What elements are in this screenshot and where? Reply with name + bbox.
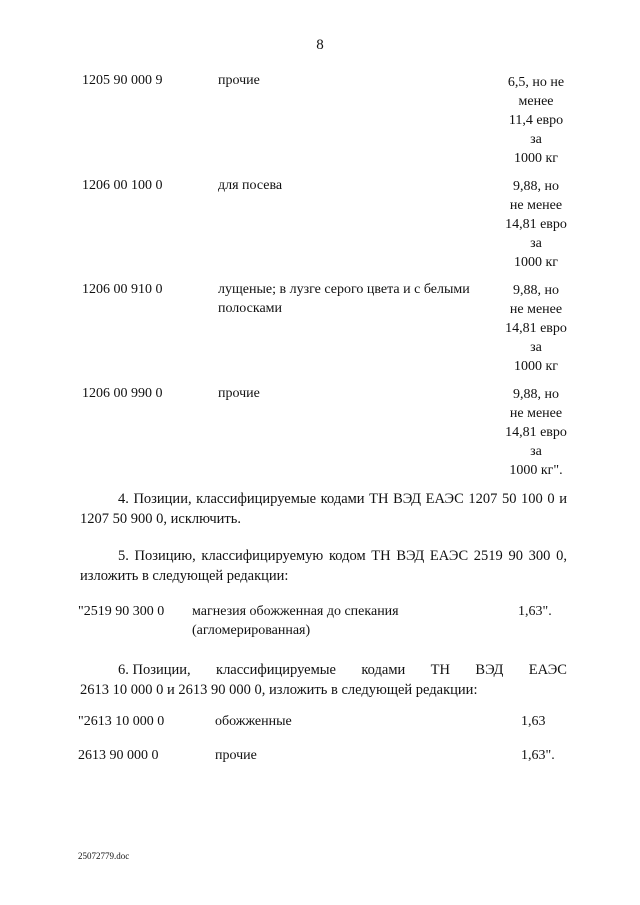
rate-line: за	[530, 444, 542, 459]
rate-line: 14,81 евро	[505, 217, 567, 232]
rate-line: 1000 кг".	[509, 463, 563, 478]
rate-line: 14,81 евро	[505, 425, 567, 440]
rate-line: 9,88, но	[513, 179, 559, 194]
paragraph-6-word: ТН	[430, 662, 451, 678]
paragraph-5: 5. Позицию, классифицируемую кодом ТН ВЭД ЕАЭС 2519 90 300 0, изложить в следующей редакции:	[80, 548, 567, 584]
rate-line: менее	[518, 94, 554, 109]
rate-line: 1000 кг	[513, 255, 559, 270]
tariff-code: 1206 00 100 0	[82, 178, 163, 193]
tariff-description: для посева	[218, 178, 283, 193]
tariff-description: прочие	[218, 386, 260, 401]
rate-line: не менее	[509, 406, 563, 421]
tariff-description: лущеные; в лузге серого цвета и с белыми полосками	[218, 282, 470, 316]
rate-line: 6,5, но не	[507, 75, 565, 90]
rate-line: 11,4 евро	[508, 113, 564, 128]
rate-line: не менее	[509, 302, 563, 317]
tariff-code: 1206 00 990 0	[82, 386, 163, 401]
tariff-rate	[498, 177, 574, 272]
tariff-code: "2613 10 000 0	[78, 714, 165, 729]
tariff-code: "2519 90 300 0	[78, 604, 165, 619]
tariff-description: магнезия обожженная до спекания (агломерированная)	[192, 604, 399, 638]
paragraph-4: 4. Позиции, классифицируемые кодами ТН ВЭД ЕАЭС 1207 50 100 0 и 1207 50 900 0, исключить.	[80, 491, 567, 527]
tariff-code: 1206 00 910 0	[82, 282, 163, 297]
paragraph-6-word: 6. Позиции,	[118, 662, 191, 678]
paragraph-6	[80, 660, 567, 700]
rate-line: 9,88, но	[513, 387, 559, 402]
rate-line: 1000 кг	[513, 151, 559, 166]
rate-line: не менее	[509, 198, 563, 213]
paragraph-6-word: ВЭД	[475, 662, 504, 678]
tariff-rate	[498, 73, 574, 168]
tariff-rate: 1,63".	[521, 748, 555, 763]
tariff-rate	[498, 281, 574, 376]
tariff-rate: 1,63".	[518, 604, 552, 619]
paragraph-6-line-1	[80, 660, 567, 680]
rate-line: 14,81 евро	[505, 321, 567, 336]
file-name-footer: 25072779.doc	[78, 851, 130, 861]
tariff-description: обожженные	[215, 714, 292, 729]
tariff-description: прочие	[215, 748, 257, 763]
paragraph-6-line-2: 2613 10 000 0 и 2613 90 000 0, изложить в следующей редакции:	[80, 682, 478, 698]
rate-line: за	[530, 340, 542, 355]
tariff-rate	[498, 385, 574, 480]
tariff-code: 1205 90 000 9	[82, 73, 163, 88]
tariff-rate: 1,63	[521, 714, 546, 729]
rate-line: 9,88, но	[513, 283, 559, 298]
paragraph-6-word: классифицируемые	[216, 662, 336, 678]
rate-line: за	[530, 236, 542, 251]
tariff-description: прочие	[218, 73, 260, 88]
paragraph-6-word: ЕАЭС	[528, 662, 567, 678]
rate-line: 1000 кг	[513, 359, 559, 374]
rate-line: за	[530, 132, 542, 147]
page-number: 8	[316, 37, 324, 53]
paragraph-6-word: кодами	[361, 662, 406, 678]
tariff-code: 2613 90 000 0	[78, 748, 159, 763]
